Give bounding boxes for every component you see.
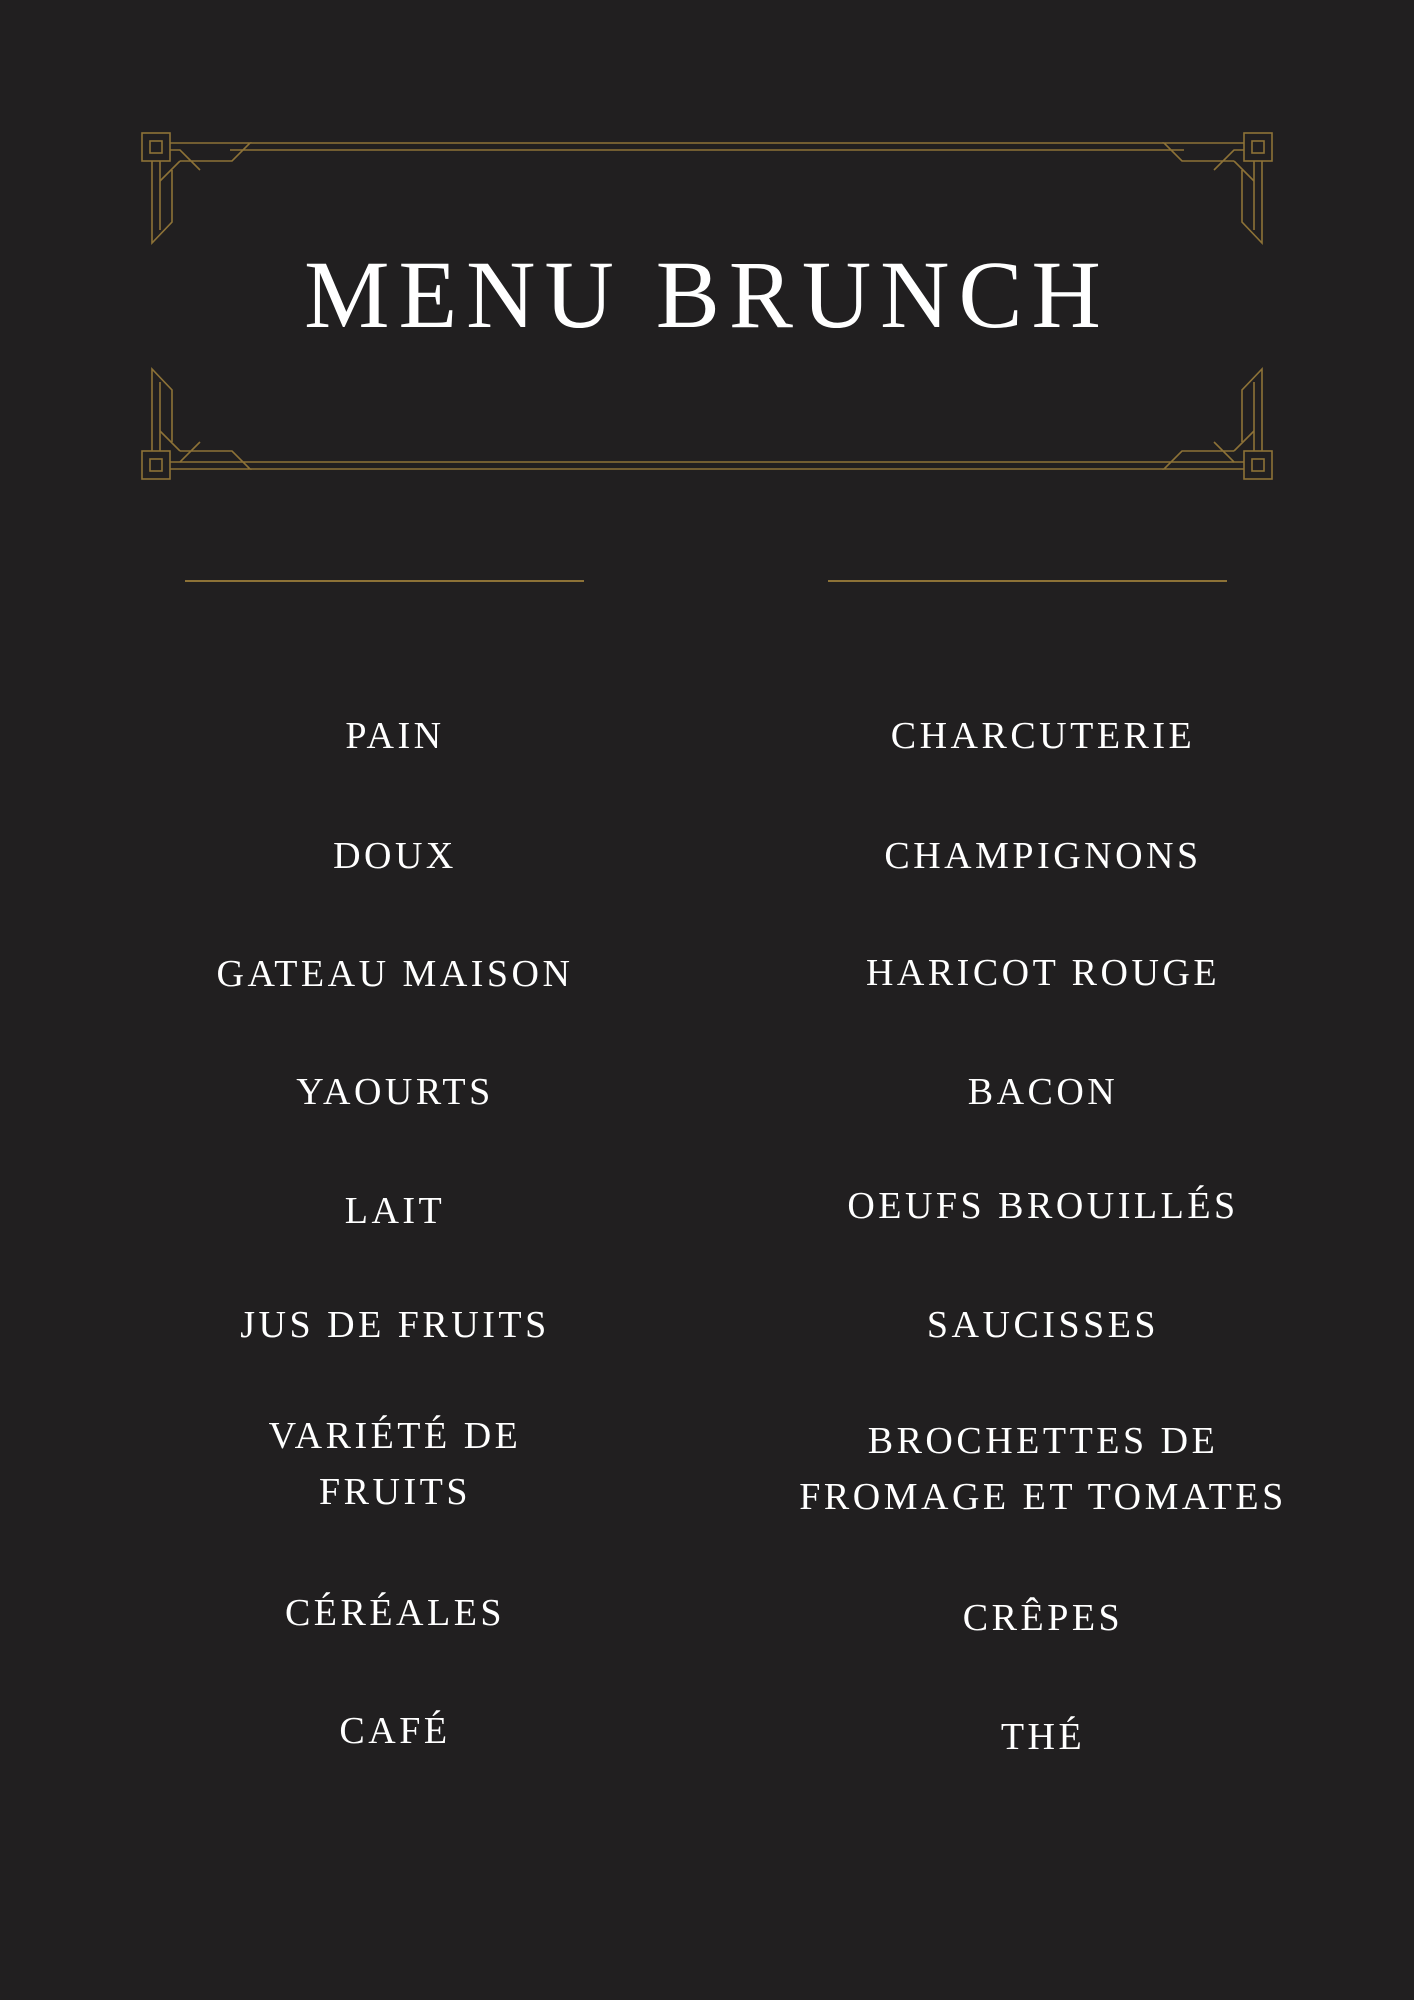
menu-title: MENU BRUNCH [304,241,1110,348]
menu-item: LAIT [344,1190,446,1232]
menu-item: DOUX [333,835,457,877]
menu-item: THÉ [1000,1716,1086,1758]
menu-item: PAIN [345,715,445,757]
menu-item: CAFÉ [339,1710,451,1752]
menu-item: CHAMPIGNONS [884,835,1202,877]
menu-item: OEUFS BROUILLÉS [847,1185,1239,1227]
menu-item: JUS DE FRUITS [240,1304,550,1346]
menu-item: CRÊPES [962,1597,1124,1639]
menu-item: VARIÉTÉ DE FRUITS [268,1415,522,1513]
divider-right [828,580,1227,582]
menu-item: GATEAU MAISON [216,953,574,995]
menu-item: YAOURTS [296,1071,494,1113]
menu-item: HARICOT ROUGE [865,952,1221,994]
menu-item: BACON [967,1071,1119,1113]
menu-item: CÉRÉALES [284,1592,506,1634]
menu-item: SAUCISSES [926,1304,1160,1346]
menu-item: BROCHETTES DE FROMAGE ET TOMATES [799,1420,1287,1518]
divider-left [185,580,584,582]
menu-item: CHARCUTERIE [890,715,1196,757]
